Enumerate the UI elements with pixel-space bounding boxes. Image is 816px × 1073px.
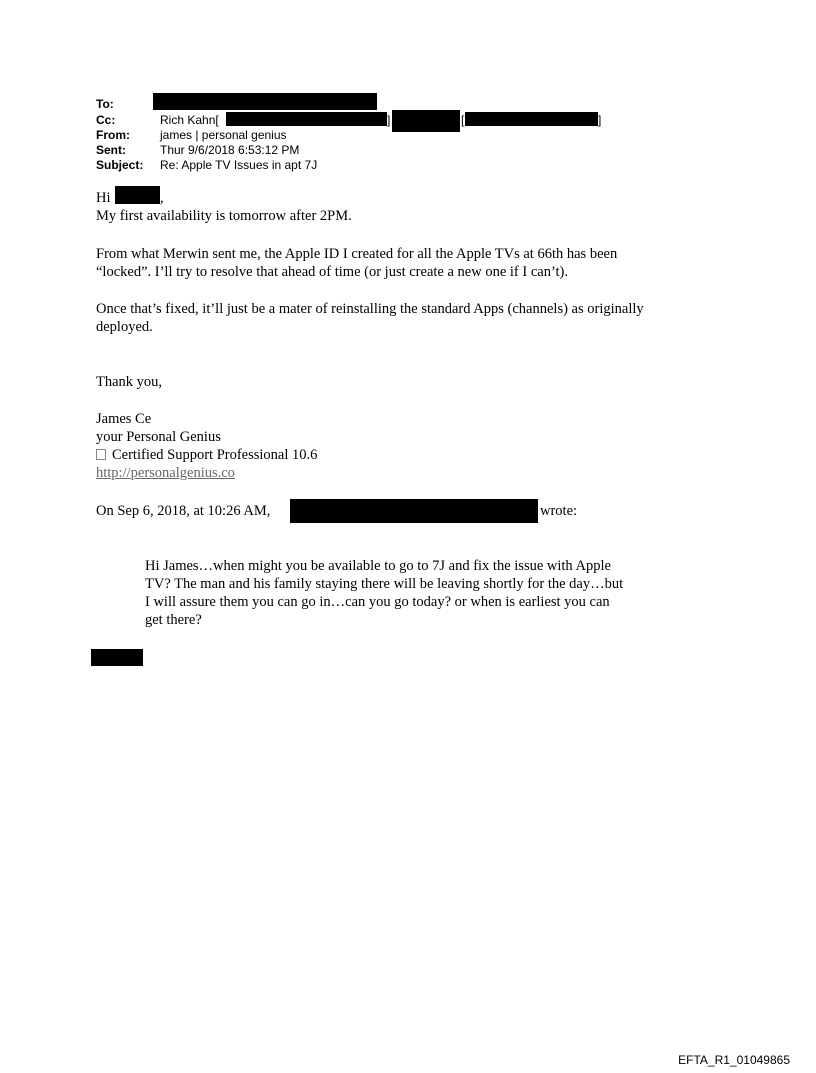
cc-bracket-close: ] bbox=[387, 113, 391, 127]
cc-bracket-open: [ bbox=[461, 113, 465, 127]
redaction-to bbox=[153, 93, 377, 110]
from-value: james | personal genius bbox=[160, 128, 287, 142]
signature-cert-line bbox=[96, 446, 317, 464]
redaction-quoted-sender bbox=[290, 499, 538, 523]
redaction-cc-2 bbox=[392, 110, 460, 132]
thank-you: Thank you, bbox=[96, 374, 163, 390]
sent-label: Sent: bbox=[96, 143, 126, 157]
bates-number: EFTA_R1_01049865 bbox=[678, 1053, 790, 1067]
quoted-attribution-suffix: wrote: bbox=[540, 503, 578, 519]
quoted-line-3: I will assure them you can go in…can you go today? or when is earliest you can bbox=[145, 594, 610, 610]
signature-name: James Ce bbox=[96, 411, 152, 427]
greeting: Hi bbox=[96, 190, 111, 206]
signature-cert: Certified Support Professional 10.6 bbox=[112, 447, 318, 463]
quoted-line-2: TV? The man and his family staying there will be leaving shortly for the day…but bbox=[145, 576, 624, 592]
body-paragraph-3-line-2: deployed. bbox=[96, 319, 153, 335]
quoted-line-4: get there? bbox=[145, 612, 202, 628]
quoted-line-1: Hi James…when might you be available to go to 7J and fix the issue with Apple bbox=[145, 558, 611, 574]
redaction-cc-3 bbox=[465, 112, 598, 126]
cc-label: Cc: bbox=[96, 113, 116, 127]
body-paragraph-3-line-1: Once that’s fixed, it’ll just be a mater of reinstalling the standard Apps (channels) as originally bbox=[96, 301, 644, 317]
signature-title: your Personal Genius bbox=[96, 429, 221, 445]
body-paragraph-2-line-2: “locked”. I’ll try to resolve that ahead of time (or just create a new one if I can’t). bbox=[96, 264, 568, 280]
body-line-availability: My first availability is tomorrow after 2PM. bbox=[96, 208, 352, 224]
subject-label: Subject: bbox=[96, 158, 144, 172]
cc-bracket-close-2: ] bbox=[598, 113, 602, 127]
subject-value: Re: Apple TV Issues in apt 7J bbox=[160, 158, 318, 172]
signature-link[interactable]: http://personalgenius.co bbox=[96, 465, 235, 481]
body-paragraph-2-line-1: From what Merwin sent me, the Apple ID I created for all the Apple TVs at 66th has been bbox=[96, 246, 618, 262]
apple-logo-icon bbox=[96, 449, 106, 460]
to-label: To: bbox=[96, 97, 114, 111]
greeting-comma: , bbox=[160, 190, 164, 206]
redaction-cc-1 bbox=[226, 112, 387, 126]
cc-name: Rich Kahn[ bbox=[160, 113, 219, 127]
quoted-attribution-prefix: On Sep 6, 2018, at 10:26 AM, bbox=[96, 503, 271, 519]
sent-value: Thur 9/6/2018 6:53:12 PM bbox=[160, 143, 300, 157]
from-label: From: bbox=[96, 128, 130, 142]
redaction-quoted-signature bbox=[91, 649, 143, 666]
redaction-greeting-name bbox=[115, 186, 160, 204]
